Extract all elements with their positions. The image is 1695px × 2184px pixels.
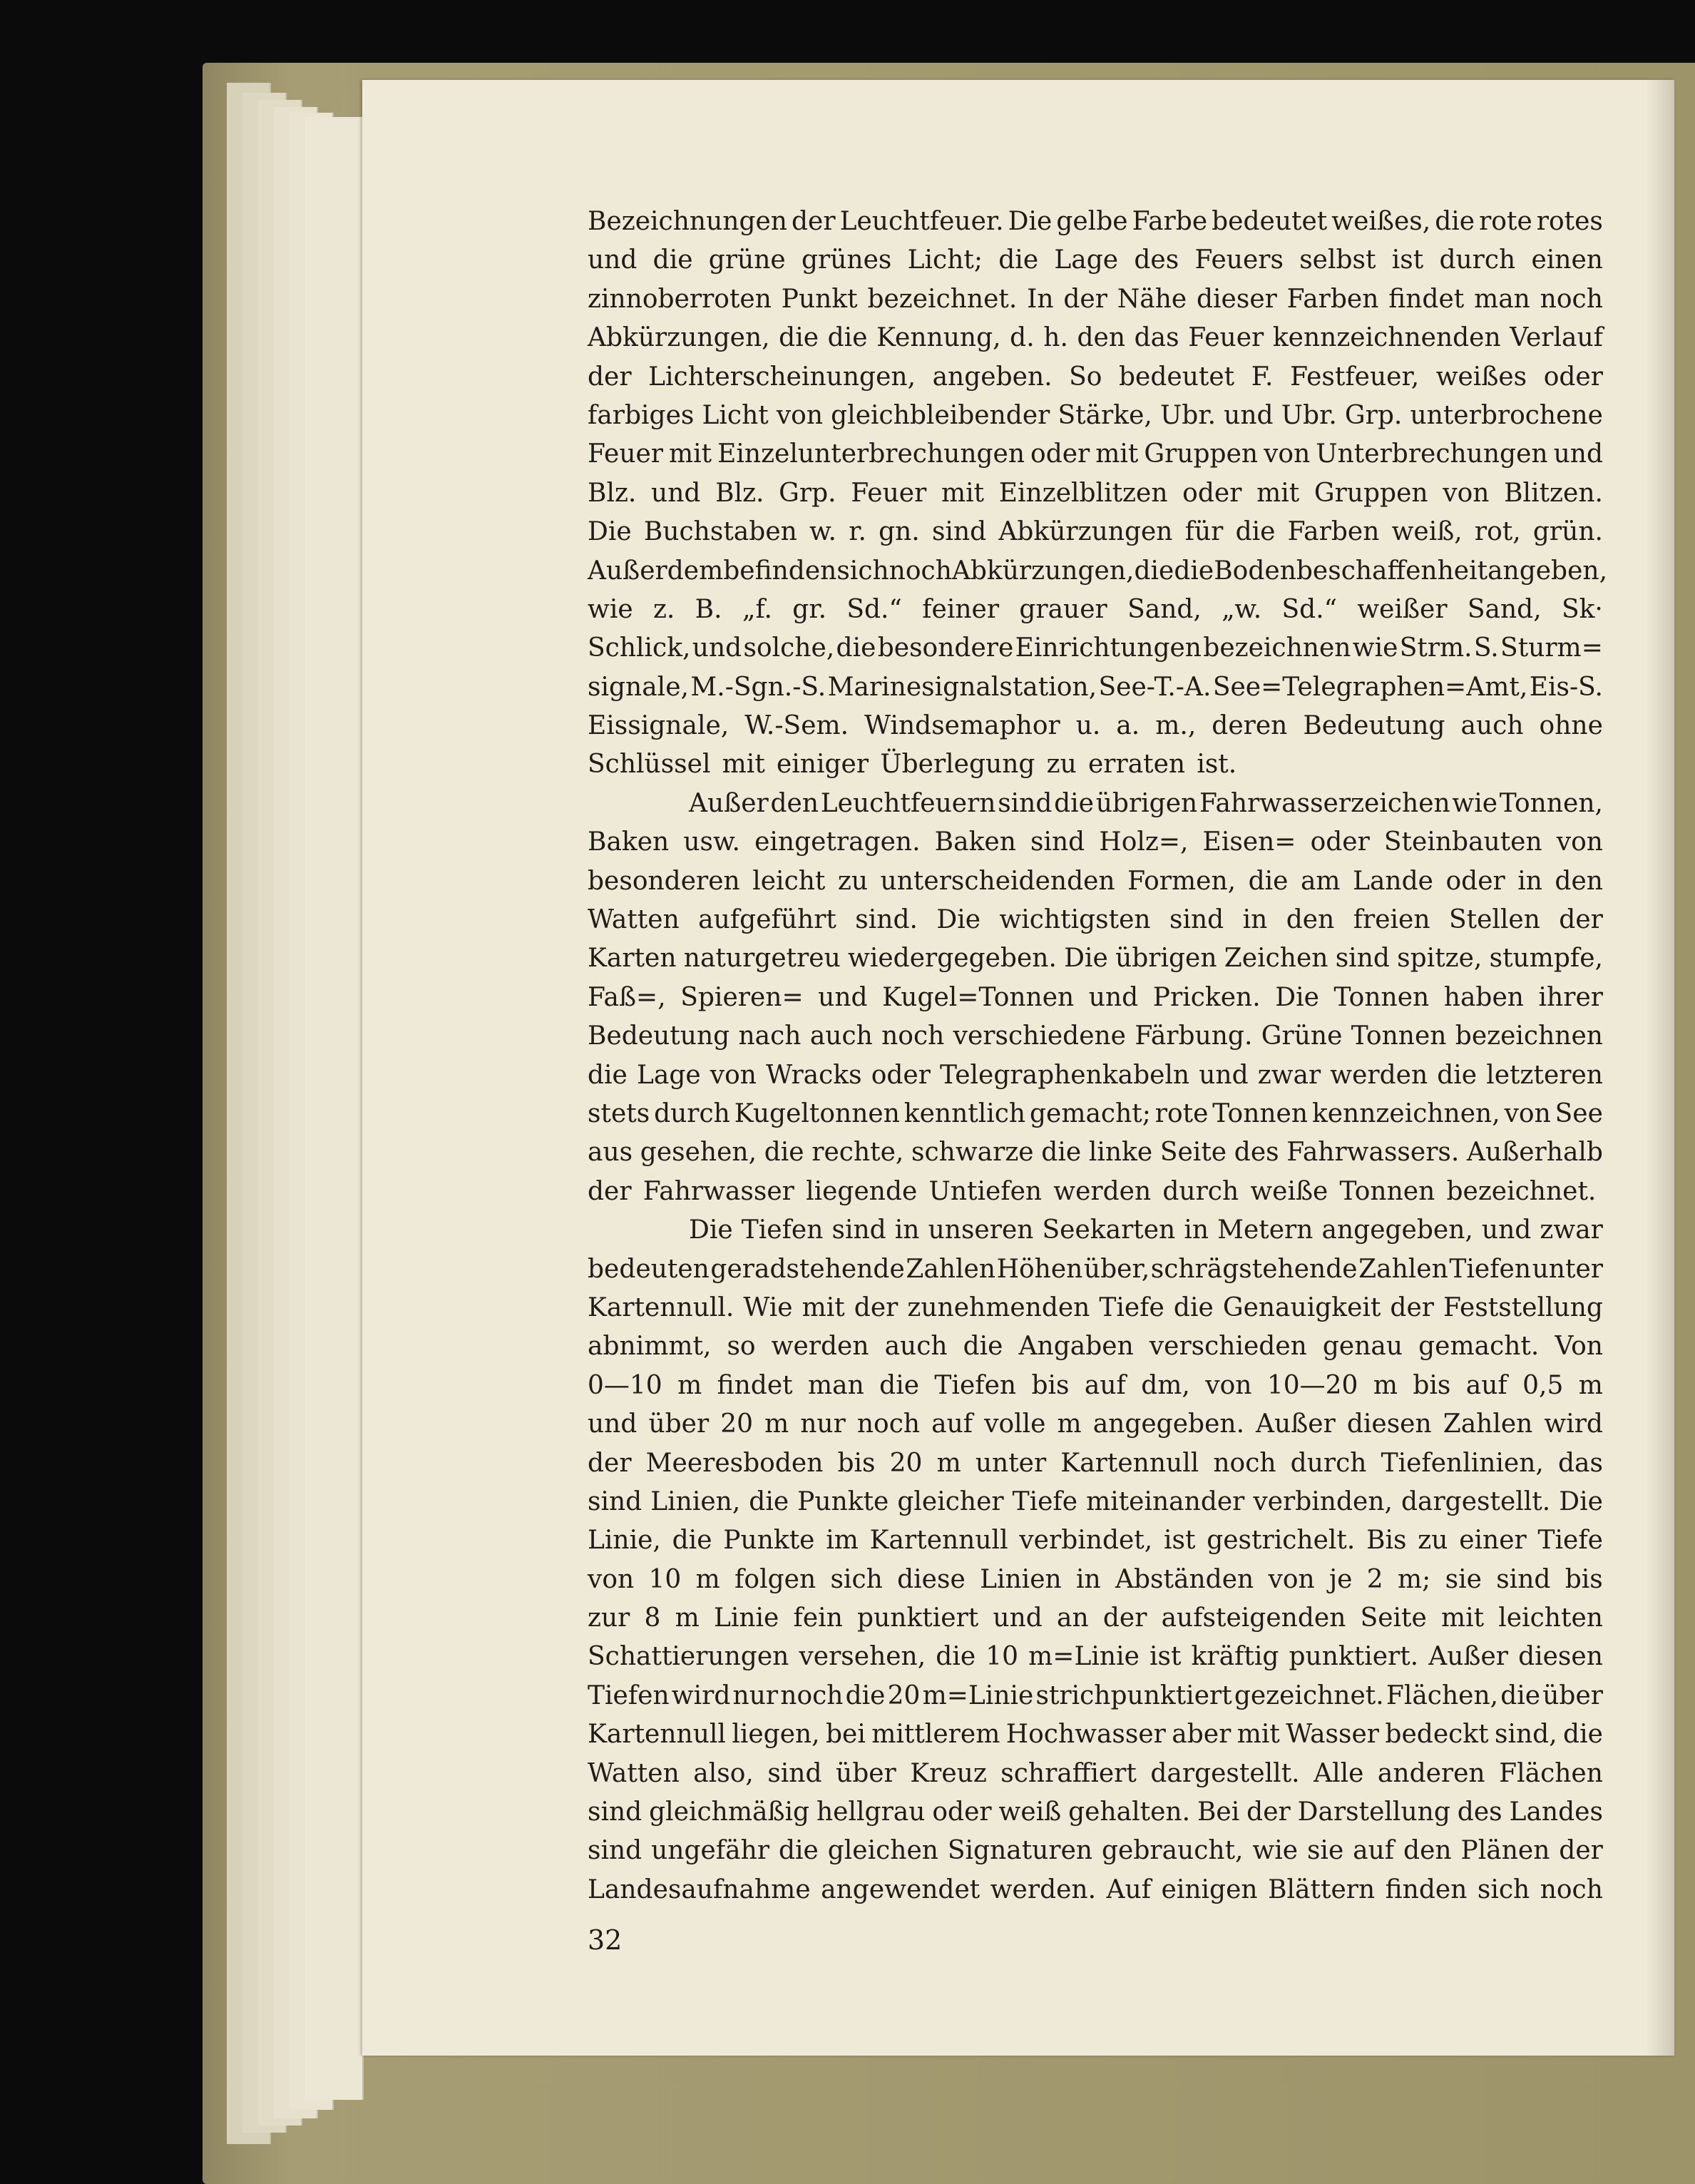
- text-line: Die Buchstaben w. r. gn. sind Abkürzungen für die Farben weiß, rot, grün.: [588, 517, 1603, 547]
- text-line: 0—10 m findet man die Tiefen bis auf dm, von 10—20 m bis auf 0,5 m: [588, 1370, 1603, 1400]
- page-edge: [305, 117, 364, 2100]
- text-line: besonderen leicht zu unterscheidenden Formen, die am Lande oder in den: [588, 866, 1603, 896]
- text-line: Tiefen wird nur noch die 20 m=Linie strichpunktiert gezeichnet. Flächen, die über: [588, 1680, 1603, 1710]
- text-line: signale, M.-Sgn.-S. Marinesignalstation, See-T.-A. See=Telegraphen=Amt, Eis-S.: [588, 672, 1603, 702]
- text-line: und über 20 m nur noch auf volle m angegeben. Außer diesen Zahlen wird: [588, 1409, 1603, 1439]
- page-number: 32: [588, 1924, 623, 1956]
- text-line: farbiges Licht von gleichbleibender Stärke, Ubr. und Ubr. Grp. unterbrochene: [588, 400, 1603, 430]
- text-line: und die grüne grünes Licht; die Lage des Feuers selbst ist durch einen: [588, 245, 1603, 275]
- text-line: Linie, die Punkte im Kartennull verbindet, ist gestrichelt. Bis zu einer Tiefe: [588, 1526, 1603, 1556]
- text-line: der Lichterscheinungen, angeben. So bedeutet F. Festfeuer, weißes oder: [588, 362, 1603, 392]
- text-line: Blz. und Blz. Grp. Feuer mit Einzelblitzen oder mit Gruppen von Blitzen.: [588, 478, 1603, 508]
- text-line: Faß=, Spieren= und Kugel=Tonnen und Pricken. Die Tonnen haben ihrer: [588, 982, 1603, 1012]
- text-line: Die Tiefen sind in unseren Seekarten in Metern angegeben, und zwar: [689, 1215, 1603, 1245]
- text-line: bedeuten geradstehende Zahlen Höhen über, schrägstehende Zahlen Tiefen unter: [588, 1254, 1603, 1284]
- text-line: sind ungefähr die gleichen Signaturen gebraucht, wie sie auf den Plänen der: [588, 1836, 1603, 1866]
- text-line: sind gleichmäßig hellgrau oder weiß gehalten. Bei der Darstellung des Landes: [588, 1797, 1603, 1827]
- text-line: Feuer mit Einzelunterbrechungen oder mit Gruppen von Unterbrechungen und: [588, 439, 1603, 469]
- text-line: Kartennull. Wie mit der zunehmenden Tiefe die Genauigkeit der Feststellung: [588, 1292, 1603, 1322]
- text-line: stets durch Kugeltonnen kenntlich gemacht; rote Tonnen kennzeichnen, von See: [588, 1098, 1603, 1128]
- text-line: Abkürzungen, die die Kennung, d. h. den das Feuer kennzeichnenden Verlauf: [588, 323, 1603, 353]
- text-line: Bezeichnungen der Leuchtfeuer. Die gelbe Farbe bedeutet weißes, die rote rotes: [588, 207, 1603, 236]
- text-line: wie z. B. „f. gr. Sd.“ feiner grauer Sand, „w. Sd.“ weißer Sand, Sk·: [588, 594, 1603, 624]
- text-line: zur 8 m Linie fein punktiert und an der aufsteigenden Seite mit leichten: [588, 1603, 1603, 1633]
- text-line: Kartennull liegen, bei mittlerem Hochwasser aber mit Wasser bedeckt sind, die: [588, 1720, 1603, 1750]
- text-line: Eissignale, W.-Sem. Windsemaphor u. a. m., deren Bedeutung auch ohne: [588, 711, 1603, 741]
- text-line: Watten aufgeführt sind. Die wichtigsten sind in den freien Stellen der: [588, 905, 1603, 935]
- text-line: Schattierungen versehen, die 10 m=Linie ist kräftig punktiert. Außer diesen: [588, 1642, 1603, 1672]
- text-line: aus gesehen, die rechte, schwarze die linke Seite des Fahrwassers. Außerhalb: [588, 1138, 1603, 1168]
- text-line: Karten naturgetreu wiedergegeben. Die übrigen Zeichen sind spitze, stumpfe,: [588, 944, 1603, 974]
- text-line: die Lage von Wracks oder Telegraphenkabeln und zwar werden die letzteren: [588, 1060, 1603, 1090]
- text-line: Außerdem befinden sich noch Abkürzungen, die die Bodenbeschaffenheit angeben,: [588, 556, 1608, 586]
- gutter-shadow: [1646, 80, 1674, 2056]
- text-line: Außer den Leuchtfeuern sind die übrigen Fahrwasserzeichen wie Tonnen,: [689, 788, 1603, 818]
- book-page: [362, 80, 1674, 2056]
- text-line: Watten also, sind über Kreuz schraffiert dargestellt. Alle anderen Flächen: [588, 1758, 1603, 1788]
- text-line: abnimmt, so werden auch die Angaben verschieden genau gemacht. Von: [588, 1332, 1603, 1362]
- text-line: Schlüssel mit einiger Überlegung zu erraten ist.: [588, 750, 1237, 780]
- body-text: [588, 203, 1608, 1909]
- text-line: Landesaufnahme angewendet werden. Auf einigen Blättern finden sich noch: [588, 1874, 1603, 1904]
- text-line: Schlick, und solche, die besondere Einrichtungen bezeichnen wie Strm. S. Sturm=: [588, 633, 1603, 663]
- text-line: zinnoberroten Punkt bezeichnet. In der Nähe dieser Farben findet man noch: [588, 284, 1603, 314]
- text-line: der Meeresboden bis 20 m unter Kartennull noch durch Tiefenlinien, das: [588, 1448, 1603, 1478]
- text-line: sind Linien, die Punkte gleicher Tiefe miteinander verbinden, dargestellt. Die: [588, 1486, 1603, 1516]
- text-line: Baken usw. eingetragen. Baken sind Holz=, Eisen= oder Steinbauten von: [588, 827, 1603, 857]
- text-line: Bedeutung nach auch noch verschiedene Färbung. Grüne Tonnen bezeichnen: [588, 1021, 1603, 1051]
- text-line: der Fahrwasser liegende Untiefen werden durch weiße Tonnen bezeichnet.: [588, 1176, 1597, 1206]
- text-line: von 10 m folgen sich diese Linien in Abständen von je 2 m; sie sind bis: [588, 1564, 1603, 1594]
